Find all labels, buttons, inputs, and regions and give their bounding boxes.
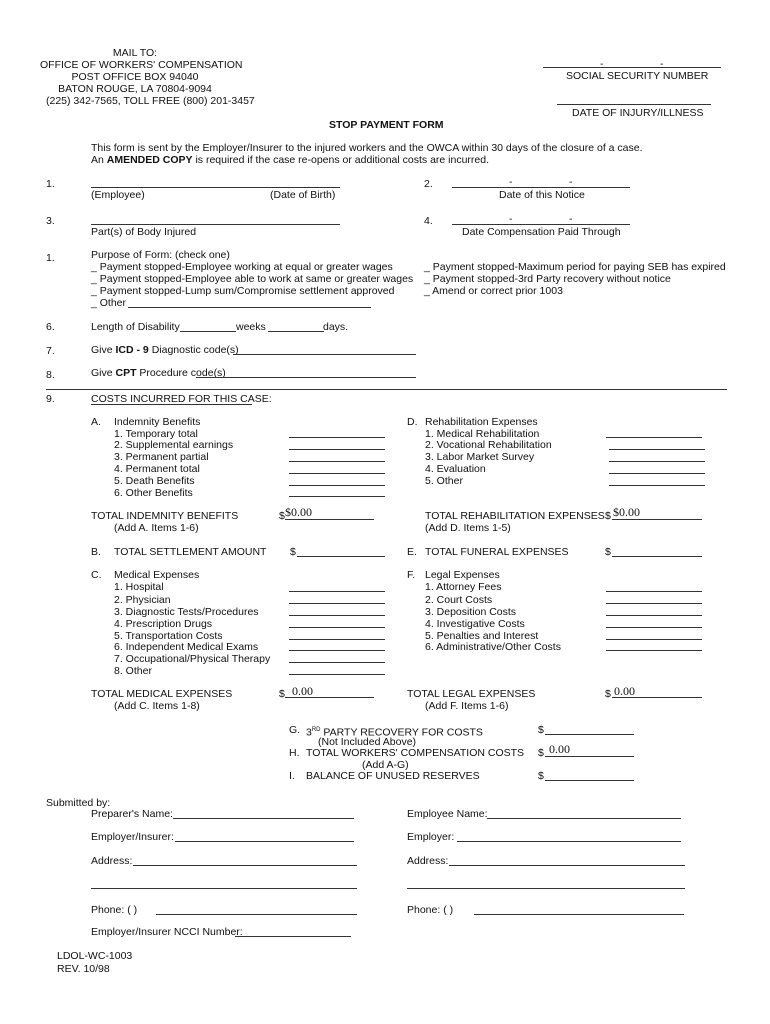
preparer-name-field[interactable] [173,818,354,819]
legal-item-2: 2. Court Costs [425,594,493,606]
section-c-letter: C. [91,569,102,581]
item-6-number: 6. [46,321,55,333]
rehab-item-1: 1. Medical Rehabilitation [425,428,540,440]
intro-line2 [91,154,489,166]
section-d-letter: D. [407,416,418,428]
indemnity-item-6: 6. Other Benefits [114,487,193,499]
form-title: STOP PAYMENT FORM [329,119,444,131]
address-field-2[interactable] [91,888,357,889]
medical-item-1: 1. Hospital [114,581,164,593]
medical-amount-6[interactable] [289,650,385,651]
total-medical-line [285,697,374,698]
section-e-letter: E. [407,546,417,558]
medical-title: Medical Expenses [114,569,200,581]
legal-amount-3[interactable] [606,615,702,616]
third-party-amount[interactable] [545,734,634,735]
legal-item-4: 4. Investigative Costs [425,618,525,630]
indemnity-item-4: 4. Permanent total [114,463,200,475]
purpose-option-left-1[interactable]: _ Payment stopped-Employee working at equal or greater wages [91,261,393,273]
paid-dash-2: - [569,213,573,225]
rehab-amount-2[interactable] [609,449,705,450]
rehab-item-5: 5. Other [425,475,463,487]
legal-item-3: 3. Deposition Costs [425,606,517,618]
item-7-number: 7. [46,345,55,357]
item-1-number: 1. [46,178,55,190]
third-party-sup: RD [311,727,321,733]
unused-reserves-label: BALANCE OF UNUSED RESERVES [306,770,480,782]
purpose-option-right-1[interactable]: _ Payment stopped-Maximum period for paying SEB has expired [424,261,726,273]
purpose-option-left-4[interactable]: _ Other [91,297,127,309]
paid-through-label: Date Compensation Paid Through [462,226,621,238]
date-of-injury-line[interactable] [557,104,711,105]
paid-through-line[interactable] [452,224,630,225]
medical-amount-5[interactable] [289,639,385,640]
cpt-pre: Give [91,367,116,379]
icd-pre: Give [91,344,116,356]
section-h-letter: H. [289,747,300,759]
rehab-item-4: 4. Evaluation [425,463,486,475]
icd-label [91,344,239,356]
indemnity-item-2: 2. Supplemental earnings [114,439,234,451]
legal-amount-5[interactable] [606,639,702,640]
total-rehab-label: TOTAL REHABILITATION EXPENSES [425,510,605,522]
disability-days-line[interactable] [268,331,324,332]
total-indemnity-value[interactable]: $0.00 [285,505,312,519]
indemnity-item-5: 5. Death Benefits [114,475,195,487]
legal-title: Legal Expenses [425,569,500,581]
ssn-line[interactable] [543,67,721,68]
indemnity-title: Indemnity Benefits [114,416,201,428]
phone-label: Phone: ( ) [91,904,138,916]
indemnity-amount-2[interactable] [289,449,385,450]
weeks-label: weeks [236,321,266,333]
legal-amount-4[interactable] [606,627,702,628]
ncci-label: Employer/Insurer NCCI Number: [91,926,243,938]
address-right-label: Address: [407,855,449,867]
total-medical-label: TOTAL MEDICAL EXPENSES [91,688,233,700]
rehab-amount-3[interactable] [609,461,705,462]
body-part-label: Part(s) of Body Injured [91,226,197,238]
rehab-amount-4[interactable] [609,473,705,474]
legal-item-6: 6. Administrative/Other Costs [425,641,561,653]
total-wc-costs-sub: (Add A-G) [362,759,409,771]
paid-dash-1: - [509,213,513,225]
legal-item-5: 5. Penalties and Interest [425,630,539,642]
settlement-amount[interactable] [297,556,385,557]
phone-right-label: Phone: ( ) [407,904,454,916]
employer-label: Employer: [407,831,455,843]
medical-item-8: 8. Other [114,665,152,677]
total-rehab-sub: (Add D. Items 1-5) [425,522,511,534]
indemnity-amount-6[interactable] [289,496,385,497]
rehab-amount-5[interactable] [609,485,705,486]
settlement-dollar: $ [290,546,296,558]
phone-field[interactable] [156,914,357,915]
indemnity-amount-4[interactable] [289,473,385,474]
cpt-bold: CPT [115,367,137,379]
settlement-label: TOTAL SETTLEMENT AMOUNT [114,546,267,558]
item-2-number: 2. [424,178,433,190]
total-indemnity-line [285,519,374,520]
legal-amount-1[interactable] [606,591,702,592]
ssn-dash-1: - [600,58,604,70]
mail-to-line2: OFFICE OF WORKERS' COMPENSATION [40,59,243,71]
cpt-code-line[interactable] [196,377,416,378]
item-8-number: 8. [46,369,55,381]
total-legal-sub: (Add F. Items 1-6) [425,700,509,712]
section-a-letter: A. [91,416,101,428]
costs-heading-underline [91,404,252,405]
dob-label: (Date of Birth) [270,189,336,201]
total-medical-sub: (Add C. Items 1-8) [114,700,200,712]
address-right-field-2[interactable] [407,888,685,889]
notice-date-label: Date of this Notice [499,189,585,201]
section-g-letter: G. [289,724,301,736]
days-label: days. [323,321,349,333]
total-legal-dollar: $ [605,688,611,700]
total-rehab-value[interactable]: $0.00 [613,505,640,519]
intro-line2-pre: An [91,154,107,166]
rehab-title: Rehabilitation Expenses [425,416,538,428]
medical-amount-7[interactable] [289,662,385,663]
medical-amount-1[interactable] [289,591,385,592]
medical-amount-3[interactable] [289,615,385,616]
indemnity-amount-1[interactable] [289,437,385,438]
medical-item-4: 4. Prescription Drugs [114,618,213,630]
section-f-letter: F. [407,569,416,581]
disability-label: Length of Disability [91,321,180,333]
total-wc-costs-line [545,756,634,757]
submitted-by-heading: Submitted by: [46,797,111,809]
purpose-option-right-2[interactable]: _ Payment stopped-3rd Party recovery without notice [424,273,671,285]
medical-amount-2[interactable] [289,603,385,604]
form-revision: REV. 10/98 [57,963,110,975]
intro-line1: This form is sent by the Employer/Insurer to the injured workers and the OWCA within 30 days of the closure of a case. [91,142,643,154]
funeral-dollar: $ [605,546,611,558]
unused-reserves-amount[interactable] [545,780,634,781]
legal-item-1: 1. Attorney Fees [425,581,502,593]
medical-item-2: 2. Physician [114,594,171,606]
third-party-dollar: $ [538,724,544,736]
preparer-name-label: Preparer's Name: [91,808,173,820]
notice-dash-2: - [569,176,573,188]
mail-to-line4: BATON ROUGE, LA 70804-9094 [58,83,212,95]
section-divider [46,389,727,390]
purpose-number: 1. [46,252,55,264]
total-medical-value[interactable]: 0.00 [292,684,313,698]
mail-to-line5: (225) 342-7565, TOLL FREE (800) 201-3457 [46,95,255,107]
purpose-heading: Purpose of Form: (check one) [91,249,230,261]
employee-name-field[interactable] [487,818,681,819]
amended-copy-text: AMENDED COPY [106,154,193,166]
form-id: LDOL-WC-1003 [57,950,133,962]
total-indemnity-dollar: $ [279,510,285,522]
legal-amount-6[interactable] [606,650,702,651]
address-field-1[interactable] [133,865,357,866]
notice-dash-1: - [509,176,513,188]
indemnity-amount-3[interactable] [289,461,385,462]
total-indemnity-sub: (Add A. Items 1-6) [114,522,199,534]
employer-field[interactable] [457,841,681,842]
total-legal-value[interactable]: 0.00 [614,684,635,698]
icd-post: Diagnostic code(s) [148,344,239,356]
section-i-letter: I. [289,770,295,782]
employee-dob-line[interactable] [91,187,340,188]
rehab-item-3: 3. Labor Market Survey [425,451,535,463]
ncci-field[interactable] [235,936,351,937]
address-right-field-1[interactable] [449,865,685,866]
unused-reserves-dollar: $ [538,770,544,782]
ssn-dash-2: - [660,58,664,70]
body-part-line[interactable] [91,224,340,225]
indemnity-item-1: 1. Temporary total [114,428,198,440]
item-3-number: 3. [46,215,55,227]
employer-insurer-label: Employer/Insurer: [91,831,174,843]
intro-line2-post: is required if the case re-opens or additional costs are incurred. [192,154,490,166]
third-party-pre: 3 [306,726,312,739]
total-legal-label: TOTAL LEGAL EXPENSES [407,688,536,700]
medical-amount-4[interactable] [289,627,385,628]
item-9-number: 9. [46,393,55,405]
total-wc-costs-dollar: $ [538,747,544,759]
purpose-option-left-2[interactable]: _ Payment stopped-Employee able to work at same or greater wages [91,273,414,285]
legal-amount-2[interactable] [606,603,702,604]
purpose-other-line[interactable] [128,307,371,308]
medical-amount-8[interactable] [289,674,385,675]
third-party-post: PARTY RECOVERY FOR COSTS [320,726,483,739]
icd-bold: ICD - 9 [115,344,149,356]
medical-item-5: 5. Transportation Costs [114,630,223,642]
funeral-label: TOTAL FUNERAL EXPENSES [425,546,569,558]
phone-right-field[interactable] [474,914,684,915]
total-medical-dollar: $ [279,688,285,700]
third-party-sub: (Not Included Above) [318,736,417,748]
medical-item-6: 6. Independent Medical Exams [114,641,259,653]
purpose-option-left-3[interactable]: _ Payment stopped-Lump sum/Compromise settlement approved [91,285,395,297]
notice-date-line[interactable] [452,187,630,188]
purpose-option-right-3[interactable]: _ Amend or correct prior 1003 [424,285,563,297]
employee-label: (Employee) [91,189,145,201]
rehab-item-2: 2. Vocational Rehabilitation [425,439,552,451]
total-wc-costs-value[interactable]: 0.00 [549,742,570,756]
employee-name-label: Employee Name: [407,808,488,820]
cpt-post: Procedure code(s) [136,367,226,379]
rehab-amount-1[interactable] [606,437,702,438]
mail-to-line3: POST OFFICE BOX 94040 [71,71,199,83]
indemnity-amount-5[interactable] [289,485,385,486]
date-of-injury-label: DATE OF INJURY/ILLNESS [572,107,704,119]
total-rehab-line [612,519,702,520]
funeral-amount[interactable] [612,556,702,557]
total-indemnity-label: TOTAL INDEMNITY BENEFITS [91,510,239,522]
total-rehab-dollar: $ [605,510,611,522]
medical-item-3: 3. Diagnostic Tests/Procedures [114,606,259,618]
mail-to-line1: MAIL TO: [112,47,158,59]
costs-heading: COSTS INCURRED FOR THIS CASE: [91,393,272,405]
ssn-label: SOCIAL SECURITY NUMBER [566,70,709,82]
icd-code-line[interactable] [233,354,416,355]
total-legal-line [612,697,702,698]
total-wc-costs-label: TOTAL WORKERS' COMPENSATION COSTS [306,747,525,759]
address-label: Address: [91,855,133,867]
employer-insurer-field[interactable] [175,841,354,842]
item-4-number: 4. [424,215,433,227]
indemnity-item-3: 3. Permanent partial [114,451,209,463]
disability-weeks-line[interactable] [180,331,236,332]
section-b-letter: B. [91,546,101,558]
medical-item-7: 7. Occupational/Physical Therapy [114,653,271,665]
